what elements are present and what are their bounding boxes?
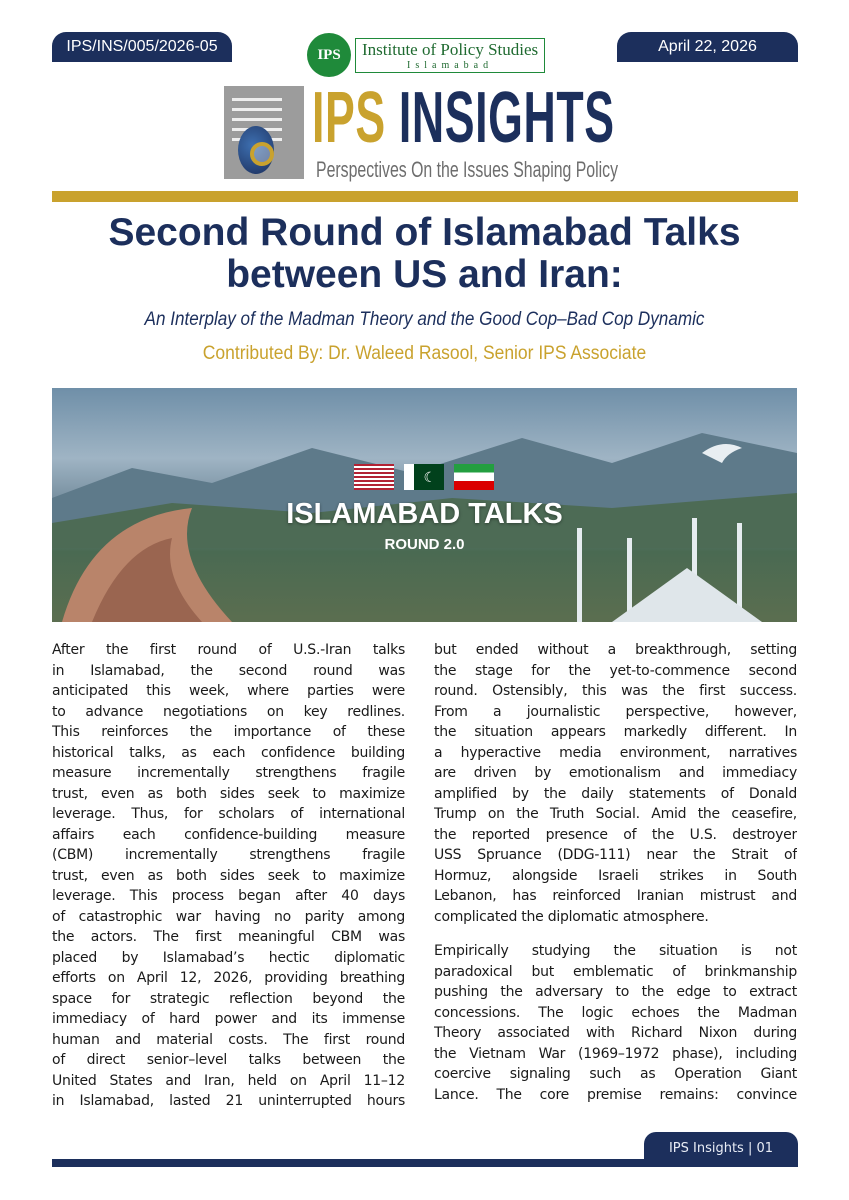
body-column-left: [52, 640, 405, 1112]
text-line: After the first round of U.S.-Iran talks: [52, 642, 405, 658]
text-line: trust, even as both sides seek to maximize: [52, 785, 405, 802]
document-reference-badge: IPS/INS/005/2026-05: [52, 32, 232, 62]
ips-logo-icon: IPS: [307, 33, 351, 77]
text-line: the stage for the yet-to-commence second: [434, 662, 797, 679]
text-line: leverage. Thus, for scholars of international: [52, 806, 405, 822]
text-line: trust, even as both sides seek to maximize: [52, 867, 405, 884]
text-line: the Vietnam War (1969–1972 phase), including: [434, 1045, 797, 1062]
paragraph: [52, 640, 405, 1112]
pakistan-flag-icon: ☾: [404, 464, 444, 490]
text-line: (CBM) incrementally strengthens fragile: [52, 847, 405, 863]
text-line: efforts on April 12, 2026, providing breathing: [52, 970, 405, 986]
text-line: complicated the diplomatic atmosphere.: [434, 908, 709, 925]
brand-tagline: Perspectives On the Issues Shaping Policy: [316, 157, 619, 182]
text-line: affairs each confidence-building measure: [52, 826, 405, 843]
text-line: of catastrophic war having no parity among: [52, 908, 405, 925]
iran-flag-icon: [454, 464, 494, 490]
brand-title: [312, 78, 615, 158]
text-line: Theory associated with Richard Nixon during: [434, 1025, 797, 1041]
ips-org-logo: [307, 33, 545, 77]
text-line: United States and Iran, held on April 11–12: [52, 1072, 405, 1089]
us-flag-icon: [354, 464, 394, 490]
text-line: Lebanon, has reinforced Iranian mistrust and: [434, 888, 797, 904]
text-line: to advance negotiations on key redlines.: [52, 703, 405, 720]
text-line: immediacy of hard power and its immense: [52, 1011, 405, 1027]
text-line: the reported presence of the U.S. destroyer: [434, 826, 797, 843]
text-line: a hyperactive media environment, narratives: [434, 744, 797, 761]
title-line-2: between US and Iran:: [226, 253, 623, 296]
text-line: paradoxical but emblematic of brinkmanship: [434, 963, 797, 980]
text-line: human and material costs. The first round: [52, 1031, 405, 1048]
brand-part-ips: IPS: [312, 78, 386, 158]
text-line: the actors. The first meaningful CBM was: [52, 929, 405, 945]
text-line: This reinforces the importance of these: [52, 724, 405, 740]
text-line: anticipated this week, where parties were: [52, 683, 405, 699]
title-line-1: Second Round of Islamabad Talks: [108, 211, 741, 254]
text-line: Empirically studying the situation is not: [434, 943, 797, 959]
paragraph: [434, 640, 797, 927]
flags: [354, 464, 494, 490]
text-line: of direct senior–level talks between the: [52, 1052, 405, 1068]
text-line: but ended without a breakthrough, setting: [434, 642, 797, 658]
magnifier-icon: [250, 142, 274, 166]
article-title: [0, 212, 849, 296]
text-line: are driven by emotionalism and immediacy: [434, 765, 797, 781]
brand-part-insights: INSIGHTS: [398, 78, 615, 158]
text-line: the situation appears markedly different. In: [434, 724, 797, 740]
text-line: historical talks, as each confidence building: [52, 744, 405, 761]
hero-subtitle: ROUND 2.0: [384, 536, 465, 553]
hero-title: ISLAMABAD TALKS: [286, 498, 563, 530]
hero-image-islamabad-talks: [52, 388, 797, 622]
text-line: measure incrementally strengthens fragile: [52, 765, 405, 781]
article-byline: Contributed By: Dr. Waleed Rasool, Senior IPS Associate: [202, 343, 647, 364]
text-line: Hormuz, alongside Israeli strikes in South: [434, 867, 797, 884]
text-line: pushing the adversary to the edge to extract: [434, 984, 797, 1000]
text-line: in Islamabad, the second round was: [52, 662, 405, 679]
text-line: in Islamabad, lasted 21 uninterrupted hours: [52, 1093, 405, 1109]
text-line: USS Spruance (DDG-111) near the Strait of: [434, 847, 797, 863]
text-line: Lance. The core premise remains: convince: [434, 1086, 797, 1103]
text-line: From a journalistic perspective, however,: [434, 703, 797, 720]
footer-page-label: IPS Insights | 01: [644, 1132, 798, 1167]
date-badge: April 22, 2026: [617, 32, 798, 62]
text-line: space for strategic reflection beyond the: [52, 990, 405, 1007]
text-line: coercive signaling such as Operation Giant: [434, 1066, 797, 1082]
body-column-right: [434, 640, 797, 1105]
org-city: Islamabad: [407, 59, 494, 71]
text-line: concessions. The logic echoes the Madman: [434, 1004, 797, 1021]
text-line: placed by Islamabad’s hectic diplomatic: [52, 949, 405, 966]
text-line: round. Ostensibly, this was the first success.: [434, 683, 797, 699]
article-subtitle: An Interplay of the Madman Theory and the Good Cop–Bad Cop Dynamic: [144, 309, 705, 330]
paragraph: [434, 941, 797, 1105]
text-line: Trump on the Truth Social. Amid the ceasefire,: [434, 806, 797, 822]
org-name: Institute of Policy Studies: [362, 39, 539, 59]
document-globe-magnifier-icon: [224, 86, 304, 179]
text-line: leverage. This process began after 40 days: [52, 888, 405, 904]
gold-divider: [52, 191, 798, 202]
text-line: amplified by the daily statements of Donald: [434, 785, 797, 802]
